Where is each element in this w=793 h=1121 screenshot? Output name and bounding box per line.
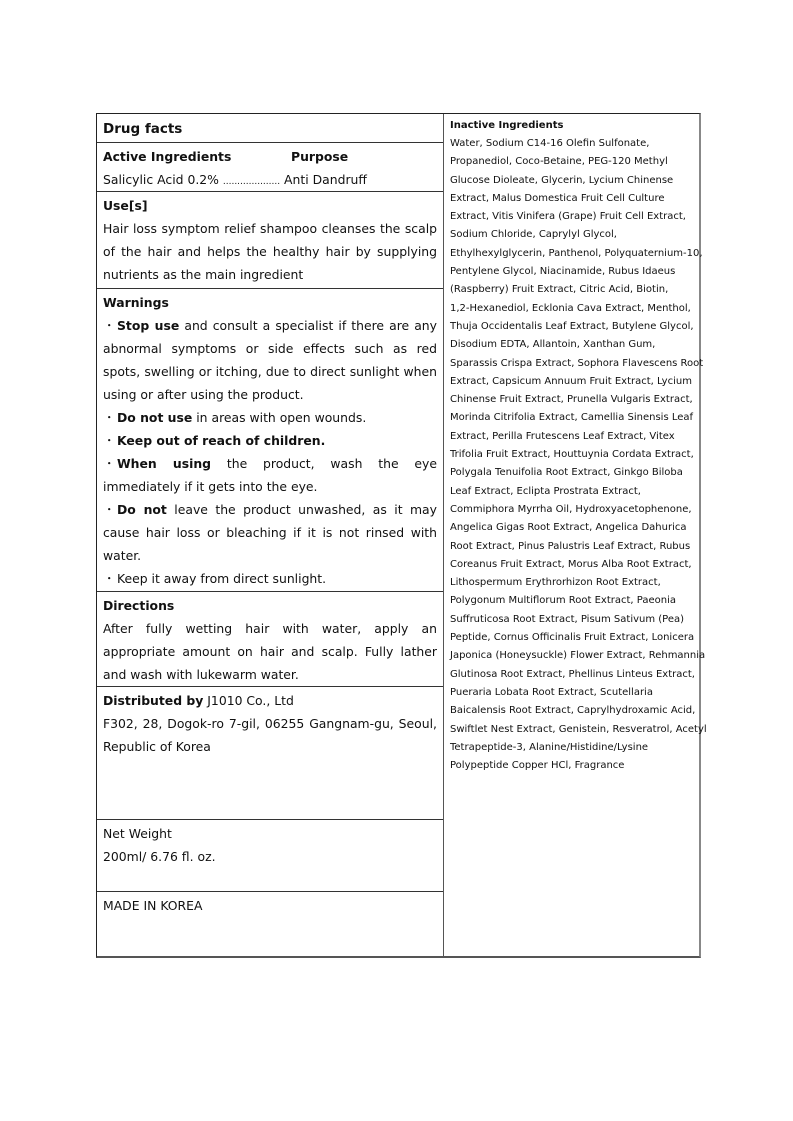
- warning-item: [103, 567, 437, 590]
- inactive-ingredient-line: Thuja Occidentalis Leaf Extract, Butylene Glycol,: [450, 320, 694, 332]
- left-column: [97, 114, 444, 956]
- inactive-ingredient-line: Extract, Vitis Vinifera (Grape) Fruit Cell Extract,: [450, 211, 686, 223]
- bullet-icon: ・: [103, 571, 116, 586]
- inactive-ingredient-line: Peptide, Cornus Officinalis Fruit Extract, Lonicera: [450, 632, 695, 644]
- inactive-ingredient-line: Propanediol, Coco-Betaine, PEG-120 Methyl: [450, 156, 668, 168]
- origin-text: MADE IN KOREA: [103, 898, 203, 913]
- inactive-ingredient-line: Sparassis Crispa Extract, Sophora Flavescens Root: [450, 357, 704, 369]
- distributor-company: J1010 Co., Ltd: [203, 693, 294, 708]
- uses-title: Use[s]: [103, 198, 148, 213]
- warning-text: leave the product unwashed, as it may cause hair loss or bleaching if it is not rinsed with water.: [103, 502, 437, 563]
- inactive-ingredient-line: Glutinosa Root Extract, Phellinus Linteus Extract,: [450, 668, 695, 680]
- warnings-section: [97, 289, 443, 592]
- warning-text: the product, wash the eye immediately if it gets into the eye.: [103, 456, 437, 494]
- directions-section: [97, 592, 443, 687]
- purpose-heading: Purpose: [291, 149, 349, 164]
- inactive-ingredient-line: Japonica (Honeysuckle) Flower Extract, Rehmannia: [450, 650, 706, 662]
- inactive-ingredient-line: Commiphora Myrrha Oil, Hydroxyacetophenone,: [450, 503, 692, 515]
- warnings-title: Warnings: [103, 295, 169, 310]
- bullet-icon: ・: [103, 502, 116, 517]
- inactive-ingredient-line: Ethylhexylglycerin, Panthenol, Polyquaternium-10,: [450, 247, 703, 259]
- warning-item: [103, 406, 437, 429]
- inactive-ingredient-line: Polypeptide Copper HCl, Fragrance: [450, 760, 625, 772]
- distributor-label: Distributed by: [103, 693, 204, 708]
- warning-item: [103, 498, 437, 567]
- inactive-ingredient-line: Lithospermum Erythrorhizon Root Extract,: [450, 577, 661, 589]
- leader-dots: ....................: [222, 177, 281, 187]
- inactive-ingredient-line: Tetrapeptide-3, Alanine/Histidine/Lysine: [450, 741, 649, 753]
- warning-emphasis: When using: [117, 456, 212, 471]
- inactive-ingredient-line: Extract, Perilla Frutescens Leaf Extract, Vitex: [450, 430, 675, 442]
- inactive-ingredients-column: [444, 114, 707, 956]
- active-ingredient: Salicylic Acid 0.2%: [103, 172, 219, 187]
- distributor-section: [97, 687, 443, 820]
- inactive-ingredient-line: (Raspberry) Fruit Extract, Citric Acid, Biotin,: [450, 284, 669, 296]
- inactive-ingredient-line: Chinense Fruit Extract, Prunella Vulgaris Extract,: [450, 394, 693, 406]
- inactive-ingredient-line: Extract, Malus Domestica Fruit Cell Culture: [450, 192, 665, 204]
- warning-emphasis: Do not use: [117, 410, 193, 425]
- inactive-ingredient-line: Trifolia Fruit Extract, Houttuynia Cordata Extract,: [450, 449, 694, 461]
- inactive-ingredient-line: Angelica Gigas Root Extract, Angelica Dahurica: [450, 522, 687, 534]
- net-weight-value: 200ml/ 6.76 fl. oz.: [103, 849, 216, 864]
- inactive-ingredient-line: Leaf Extract, Eclipta Prostrata Extract,: [450, 485, 641, 497]
- warning-text: Keep it away from direct sunlight.: [117, 571, 327, 586]
- net-weight-section: [97, 820, 443, 892]
- drug-facts-header: [97, 114, 443, 143]
- directions-title: Directions: [103, 598, 175, 613]
- warning-emphasis: Keep out of reach of children.: [117, 433, 326, 448]
- uses-section: [97, 192, 443, 289]
- inactive-ingredient-line: Disodium EDTA, Allantoin, Xanthan Gum,: [450, 339, 656, 351]
- active-ingredients-heading: Active Ingredients: [103, 149, 232, 164]
- inactive-ingredient-line: Suffruticosa Root Extract, Pisum Sativum (Pea): [450, 613, 685, 625]
- warnings-list: [103, 314, 437, 590]
- bullet-icon: ・: [103, 410, 116, 425]
- inactive-ingredient-line: Polygonum Multiflorum Root Extract, Paeonia: [450, 595, 677, 607]
- warning-item: [103, 314, 437, 406]
- warning-item: [103, 429, 437, 452]
- warning-emphasis: Stop use: [117, 318, 180, 333]
- distributor-address: F302, 28, Dogok-ro 7-gil, 06255 Gangnam-gu, Seoul, Republic of Korea: [103, 716, 437, 754]
- purpose-value: Anti Dandruff: [284, 172, 367, 187]
- bullet-icon: ・: [103, 318, 116, 333]
- inactive-ingredient-line: Polygala Tenuifolia Root Extract, Ginkgo Biloba: [450, 467, 683, 479]
- drug-facts-title: Drug facts: [103, 121, 183, 137]
- uses-text: Hair loss symptom relief shampoo cleanses the scalp of the hair and helps the healthy hair by supplying nutrients as the main ingredient: [103, 221, 437, 282]
- net-weight-label: Net Weight: [103, 826, 172, 841]
- inactive-ingredient-line: Baicalensis Root Extract, Caprylhydroxamic Acid,: [450, 705, 696, 717]
- drug-facts-label: [96, 113, 707, 958]
- inactive-ingredient-line: Extract, Capsicum Annuum Fruit Extract, Lycium: [450, 375, 692, 387]
- inactive-ingredient-line: Water, Sodium C14-16 Olefin Sulfonate,: [450, 138, 650, 149]
- inactive-ingredient-line: Glucose Dioleate, Glycerin, Lycium Chinense: [450, 174, 674, 186]
- directions-text: After fully wetting hair with water, apply an appropriate amount on hair and scalp. Fully lather and wash with lukewarm water.: [103, 621, 437, 682]
- warning-item: [103, 452, 437, 498]
- inactive-ingredients-title: Inactive Ingredients: [450, 120, 564, 131]
- warning-text: in areas with open wounds.: [192, 410, 367, 425]
- inactive-ingredient-line: Swiftlet Nest Extract, Genistein, Resveratrol, Acetyl: [450, 723, 707, 735]
- inactive-ingredient-line: Pentylene Glycol, Niacinamide, Rubus Idaeus: [450, 266, 676, 278]
- inactive-ingredient-line: Pueraria Lobata Root Extract, Scutellaria: [450, 686, 653, 698]
- inactive-ingredient-line: Sodium Chloride, Caprylyl Glycol,: [450, 229, 617, 241]
- inactive-ingredient-line: Morinda Citrifolia Extract, Camellia Sinensis Leaf: [450, 412, 694, 424]
- inactive-ingredient-line: 1,2-Hexanediol, Ecklonia Cava Extract, Menthol,: [450, 302, 691, 314]
- warning-emphasis: Do not: [117, 502, 167, 517]
- warning-text: and consult a specialist if there are any abnormal symptoms or side effects such as red spots, swelling or itching, due to direct sunlight when using or after using the product.: [103, 318, 437, 402]
- inactive-ingredient-line: Root Extract, Pinus Palustris Leaf Extract, Rubus: [450, 540, 691, 552]
- inactive-ingredients-list: [450, 135, 707, 775]
- origin-section: [97, 892, 443, 957]
- bullet-icon: ・: [103, 433, 116, 448]
- bullet-icon: ・: [103, 456, 116, 471]
- active-ingredients-section: [97, 143, 443, 192]
- inactive-ingredient-line: Coreanus Fruit Extract, Morus Alba Root Extract,: [450, 558, 692, 570]
